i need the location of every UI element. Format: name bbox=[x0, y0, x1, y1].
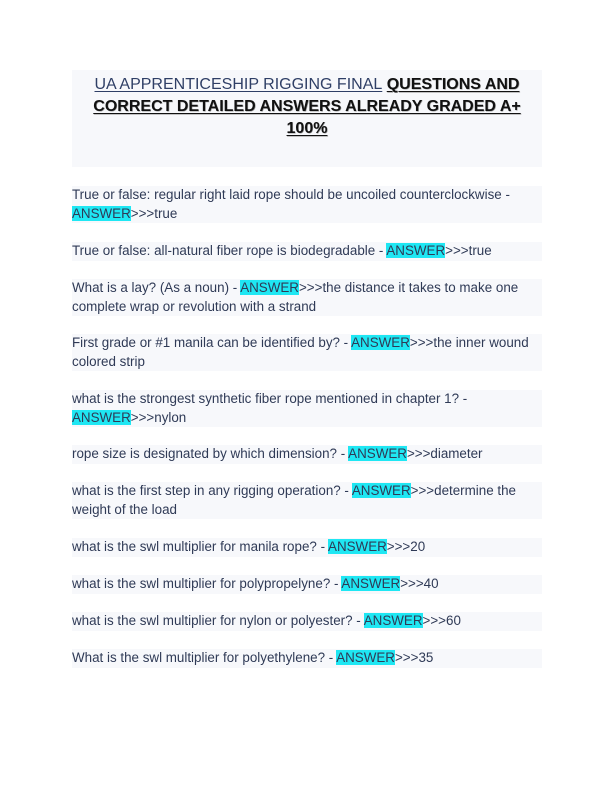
answer-text: >>>the distance it takes to make one complete wrap or revolution with a strand bbox=[72, 280, 519, 314]
answer-tag: ANSWER bbox=[336, 650, 395, 665]
answer-tag: ANSWER bbox=[240, 280, 299, 295]
answer-tag: ANSWER bbox=[328, 539, 387, 554]
answer-text: >>>true bbox=[445, 243, 492, 258]
answer-tag: ANSWER bbox=[341, 576, 401, 591]
answer-text: >>>20 bbox=[386, 539, 426, 554]
question-text: True or false: all-natural fiber rope is biodegradable - bbox=[72, 243, 387, 258]
question-text: what is the swl multiplier for nylon or polyester? - bbox=[72, 613, 364, 628]
qa-item bbox=[72, 186, 542, 223]
question-text: First grade or #1 manila can be identified by? - bbox=[72, 335, 352, 350]
qa-item bbox=[72, 242, 542, 261]
qa-item bbox=[72, 445, 542, 464]
answer-text: >>>diameter bbox=[406, 446, 483, 461]
answer-tag: ANSWER bbox=[351, 483, 411, 498]
qa-item bbox=[72, 279, 542, 316]
answer-text: >>>35 bbox=[394, 650, 434, 665]
question-text: What is the swl multiplier for polyethylene? - bbox=[72, 650, 337, 665]
qa-item bbox=[72, 649, 542, 668]
title-part-1: UA APPRENTICESHIP RIGGING FINAL bbox=[94, 76, 383, 93]
title-box bbox=[72, 70, 542, 167]
answer-tag: ANSWER bbox=[351, 335, 410, 350]
answer-text: >>>true bbox=[130, 205, 178, 221]
question-text: what is the swl multiplier for polypropelyne? - bbox=[72, 576, 342, 591]
answer-tag: ANSWER bbox=[72, 205, 131, 221]
question-text: What is a lay? (As a noun) - bbox=[72, 280, 241, 295]
answer-tag: ANSWER bbox=[348, 446, 407, 461]
answer-text: >>>determine the weight of the load bbox=[72, 483, 516, 517]
answer-text: >>>40 bbox=[400, 576, 439, 591]
qa-item bbox=[72, 390, 542, 427]
page-title bbox=[72, 70, 542, 140]
title-part-2: QUESTIONS AND CORRECT DETAILED ANSWERS ALREADY GRADED A+ 100% bbox=[93, 76, 521, 137]
answer-tag: ANSWER bbox=[72, 409, 131, 425]
qa-item bbox=[72, 575, 542, 594]
question-text: rope size is designated by which dimension? - bbox=[72, 446, 349, 461]
answer-tag: ANSWER bbox=[386, 243, 446, 258]
qa-item bbox=[72, 334, 542, 371]
answer-text: >>>the inner wound colored strip bbox=[72, 335, 529, 369]
question-text: what is the strongest synthetic fiber rope mentioned in chapter 1? - bbox=[72, 391, 468, 406]
question-text: True or false: regular right laid rope should be uncoiled counterclockwise - bbox=[72, 187, 510, 202]
question-text: what is the swl multiplier for manila rope? - bbox=[72, 539, 329, 554]
qa-item bbox=[72, 612, 542, 631]
answer-tag: ANSWER bbox=[363, 613, 423, 628]
qa-item bbox=[72, 538, 542, 557]
answer-text: >>>60 bbox=[422, 613, 461, 628]
qa-item bbox=[72, 482, 542, 519]
answer-text: >>>nylon bbox=[130, 409, 187, 425]
question-text: what is the first step in any rigging operation? - bbox=[72, 483, 352, 498]
